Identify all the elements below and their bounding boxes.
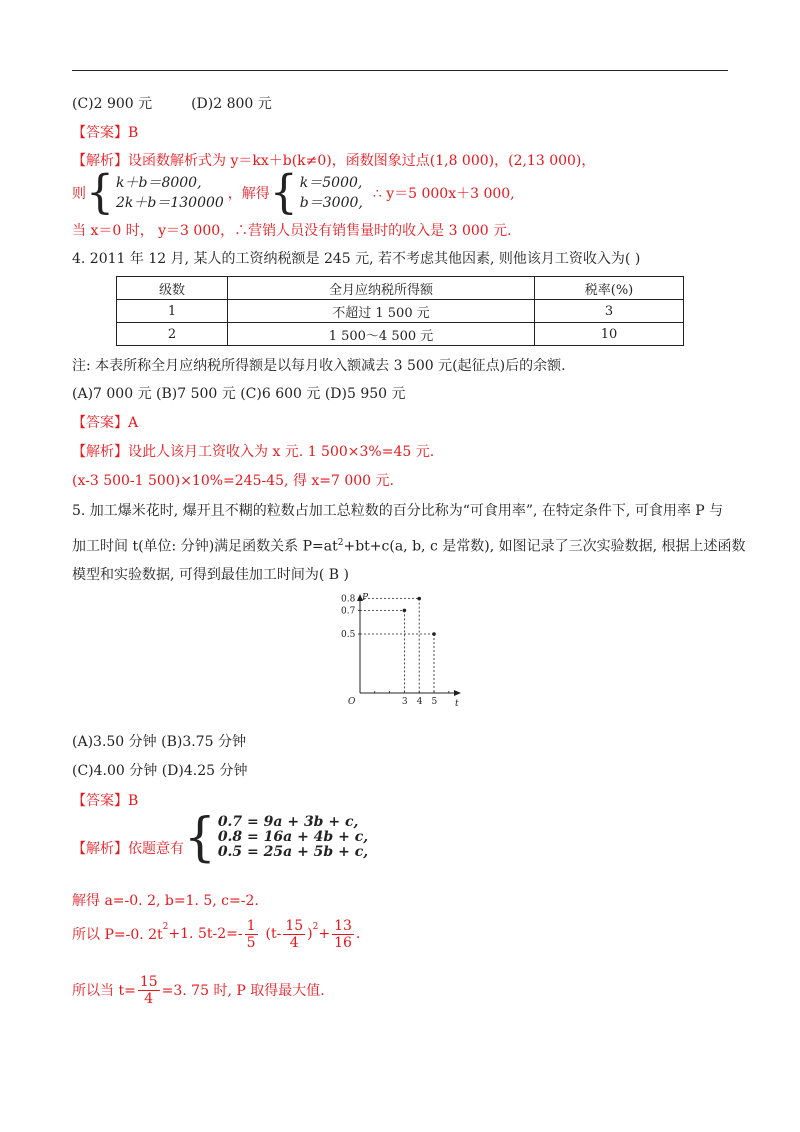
data-point xyxy=(403,609,407,613)
brace-left-2: { xyxy=(269,165,298,220)
x-tick-label: 4 xyxy=(416,697,423,707)
analysis-text: 设函数解析式为 y＝kx＋b(k≠0)，函数图象过点(1,8 000)，(2,13 000)， xyxy=(128,153,596,169)
table-header-row xyxy=(117,277,684,300)
fraction-15-4-final xyxy=(138,974,160,1007)
q4-analysis xyxy=(72,443,434,461)
chart-layer xyxy=(341,593,461,709)
table-cell: 1 500～4 500 元 xyxy=(228,323,535,346)
brace-left-1: { xyxy=(86,165,114,220)
y-tick-label: 0.7 xyxy=(341,606,356,617)
system-1 xyxy=(116,173,224,213)
system-2-row-1: k＝5000, xyxy=(299,175,363,191)
q5-system-row-3: 0.5 = 25a + 5b + c, xyxy=(217,843,369,860)
q5-solved: 解得 a=-0. 2, b=1. 5, c=-2. xyxy=(72,893,259,909)
table-row xyxy=(117,300,684,323)
header-rule xyxy=(72,70,728,71)
square-sup: 2 xyxy=(312,922,319,932)
q5-options-ab: (A)3.50 分钟 (B)3.75 分钟 xyxy=(72,734,246,750)
table-cell: 10 xyxy=(535,323,684,346)
frac1-num: 1 xyxy=(246,917,256,934)
q4-stem: 4. 2011 年 12 月, 某人的工资纳税额是 245 元, 若不考虑其他因素, 则他该月工资收入为( ) xyxy=(72,251,641,267)
t-close: ) xyxy=(307,926,313,942)
result-equation: ∴ y＝5 000x＋3 000, xyxy=(372,186,515,202)
q5-analysis-label: 【解析】依题意有 xyxy=(72,841,184,857)
plus-sign: + xyxy=(318,926,331,942)
q5-system xyxy=(218,815,368,860)
frac2-num: 15 xyxy=(285,917,304,934)
frac4-den: 4 xyxy=(144,990,154,1007)
frac3-den: 16 xyxy=(334,934,352,951)
answer-1: 【答案】B xyxy=(72,125,139,141)
end-dot: . xyxy=(355,926,361,942)
table-cell: 2 xyxy=(117,323,228,346)
x-tick-label: 3 xyxy=(401,697,408,707)
q5-options-cd: (C)4.00 分钟 (D)4.25 分钟 xyxy=(72,763,248,779)
q5-p-mid: +1. 5t-2=- xyxy=(168,926,243,942)
x-axis-label: t xyxy=(455,699,459,709)
system-1-row-1: k＋b＝8000, xyxy=(116,175,202,191)
data-point xyxy=(432,632,436,636)
y-tick-label: 0.5 xyxy=(341,630,356,640)
table-cell: 3 xyxy=(535,300,684,323)
q5-system-row-2: 0.8 = 16a + 4b + c, xyxy=(217,828,369,845)
equation-system-row xyxy=(72,165,515,220)
q5-stem-line1: 5. 加工爆米花时, 爆开且不糊的粒数占加工总粒数的百分比称为“可食用率”, 在特定条件下, 可食用率 P 与 xyxy=(72,503,724,519)
t-open: (t- xyxy=(265,926,282,942)
q5-stem-line2a: 加工时间 t(单位: 分钟)满足函数关系 P=at xyxy=(72,538,338,555)
q5-stem-sup: 2 xyxy=(337,538,344,548)
experiment-chart xyxy=(322,590,482,715)
solve-label: ，解得 xyxy=(227,186,270,202)
q5-p-prefix: 所以 P=-0. 2t xyxy=(72,927,163,943)
analysis-1 xyxy=(72,152,595,170)
system-2-row-2: b＝3000, xyxy=(299,195,363,211)
q5-answer: 【答案】B xyxy=(72,793,139,809)
fraction-13-16 xyxy=(332,918,354,951)
q5-final xyxy=(72,970,325,1010)
brace-left-3: { xyxy=(184,806,216,868)
q4-note: 注: 本表所称全月应纳税所得额是以每月收入额减去 3 500 元(起征点)后的余额. xyxy=(72,358,566,374)
q5-system-row-1: 0.7 = 9a + 3b + c, xyxy=(217,813,359,830)
frac3-num: 13 xyxy=(334,917,352,934)
final-prefix: 所以当 t= xyxy=(72,983,136,999)
frac1-den: 5 xyxy=(246,934,256,951)
then-label: 则 xyxy=(72,186,86,202)
final-suffix: =3. 75 时, P 取得最大值. xyxy=(161,983,325,999)
q5-p-expression xyxy=(72,914,360,954)
table-header-rate: 税率(%) xyxy=(535,277,684,300)
frac4-num: 15 xyxy=(139,973,158,990)
x-tick-label: 5 xyxy=(431,697,438,707)
q4-options: (A)7 000 元 (B)7 500 元 (C)6 600 元 (D)5 950 元 xyxy=(72,386,406,402)
option-d: (D)2 800 元 xyxy=(191,96,272,112)
table-header-income: 全月应纳税所得额 xyxy=(228,277,535,300)
q4-analysis-line2: (x-3 500-1 500)×10%=245-45, 得 x=7 000 元. xyxy=(72,473,394,489)
tax-table xyxy=(116,276,684,346)
options-cd-line xyxy=(72,95,272,113)
fraction-15-4 xyxy=(283,918,305,951)
system-2 xyxy=(300,173,363,213)
option-c: (C)2 900 元 xyxy=(72,96,153,112)
table-cell: 不超过 1 500 元 xyxy=(228,300,535,323)
table-row xyxy=(117,323,684,346)
frac2-den: 4 xyxy=(289,934,299,951)
system-1-row-2: 2k＋b＝130000 xyxy=(116,195,224,211)
q5-system-row xyxy=(72,806,369,868)
q4-analysis-label: 【解析】 xyxy=(72,444,128,460)
origin-label: O xyxy=(348,697,356,707)
q4-answer: 【答案】A xyxy=(72,415,139,431)
q5-stem-line2b: +bt+c(a, b, c 是常数), 如图记录了三次实验数据, 根据上述函数 xyxy=(343,538,746,555)
conclusion-1: 当 x＝0 时， y＝3 000，∴营销人员没有销售量时的收入是 3 000 元. xyxy=(72,223,512,239)
table-header-level: 级数 xyxy=(117,277,228,300)
table-cell: 1 xyxy=(117,300,228,323)
q5-stem-line2 xyxy=(72,534,746,556)
q5-stem-line3: 模型和实验数据, 可得到最佳加工时间为( B ) xyxy=(72,567,350,583)
y-tick-label: 0.8 xyxy=(341,594,356,605)
data-point xyxy=(417,597,421,601)
x-axis-arrow xyxy=(454,690,461,696)
fraction-1-5 xyxy=(245,918,258,951)
y-axis-label: P xyxy=(362,593,369,603)
q5-p-sup: 2 xyxy=(162,922,169,932)
analysis-label: 【解析】 xyxy=(72,153,128,169)
q4-analysis-text: 设此人该月工资收入为 x 元. 1 500×3%=45 元. xyxy=(128,444,435,460)
